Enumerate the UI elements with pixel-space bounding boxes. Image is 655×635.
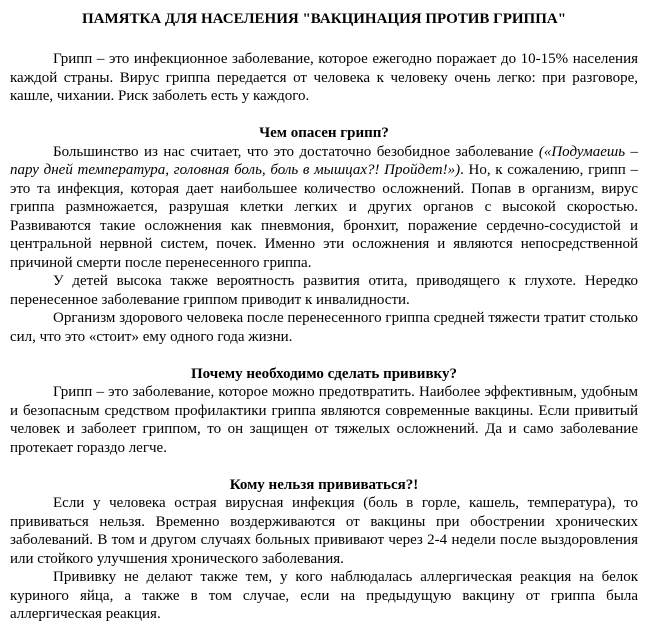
- section-heading-why: Почему необходимо сделать прививку?: [191, 365, 457, 382]
- spacer: [10, 106, 638, 125]
- danger-paragraph-1-start: Большинство из нас считает, что это достаточно безобидное заболевание: [53, 143, 534, 160]
- section-heading-danger: Чем опасен грипп?: [259, 125, 389, 141]
- spacer: [10, 346, 638, 365]
- spacer: [10, 457, 638, 476]
- spacer: [10, 28, 638, 50]
- danger-paragraph-2: У детей высока также вероятность развития отита, приводящего к глухоте. Нередко перенесенное заболевание гриппом приводит к инвалидности.: [10, 273, 638, 308]
- danger-paragraph-1-end: . Но, к сожалению, грипп – это та инфекция, которая дает наибольшее количество осложнений. Попав в организм, вирус гриппа размножается, разрушая клетки легких и других органов с высокой скоростью. Развиваются такие осложнения как пневмония, бронхит, поражение сердечно-сосудистой и центральной нервной систем, почек. Именно эти осложнения и являются непосредственной причиной смерти после перенесенного гриппа.: [10, 162, 638, 271]
- section-heading-contraindications: Кому нельзя прививаться?!: [229, 476, 419, 493]
- contra-paragraph-1: Если у человека острая вирусная инфекция (боль в горле, кашель, температура), то прививаться нельзя. Временно воздерживаются от вакцины при обострении хронических заболеваний. В том и другом случаях больных прививают через 2-4 недели после выздоровления или стойкого улучшения хронического заболевания.: [10, 495, 638, 567]
- danger-quote: («Подумаешь – пару дней температура, головная боль, боль в мышцах?! Пройдет!»): [10, 143, 639, 178]
- memo-document: [10, 10, 638, 624]
- danger-paragraph-3: Организм здорового человека после перенесенного гриппа средней тяжести тратит столько сил, что это «стоит» ему одного года жизни.: [10, 310, 638, 345]
- intro-paragraph: Грипп – это инфекционное заболевание, которое ежегодно поражает до 10-15% населения каждой страны. Вирус гриппа передается от человека к человеку очень легко: при разговоре, кашле, чихании. Риск заболеть есть у каждого.: [10, 51, 638, 104]
- contra-paragraph-2: Прививку не делают также тем, у кого наблюдалась аллергическая реакция на белок куриного яйца, а также в том случае, если на предыдущую вакцину от гриппа была аллергическая реакция.: [10, 569, 638, 622]
- document-title: ПАМЯТКА ДЛЯ НАСЕЛЕНИЯ "ВАКЦИНАЦИЯ ПРОТИВ ГРИППА": [81, 11, 567, 27]
- why-paragraph-1: Грипп – это заболевание, которое можно предотвратить. Наиболее эффективным, удобным и безопасным средством профилактики гриппа являются современные вакцины. Если привитый человек и заболеет гриппом, то он защищен от тяжелых осложнений. Да и само заболевание протекает гораздо легче.: [10, 384, 638, 456]
- danger-paragraph-1: [10, 143, 638, 273]
